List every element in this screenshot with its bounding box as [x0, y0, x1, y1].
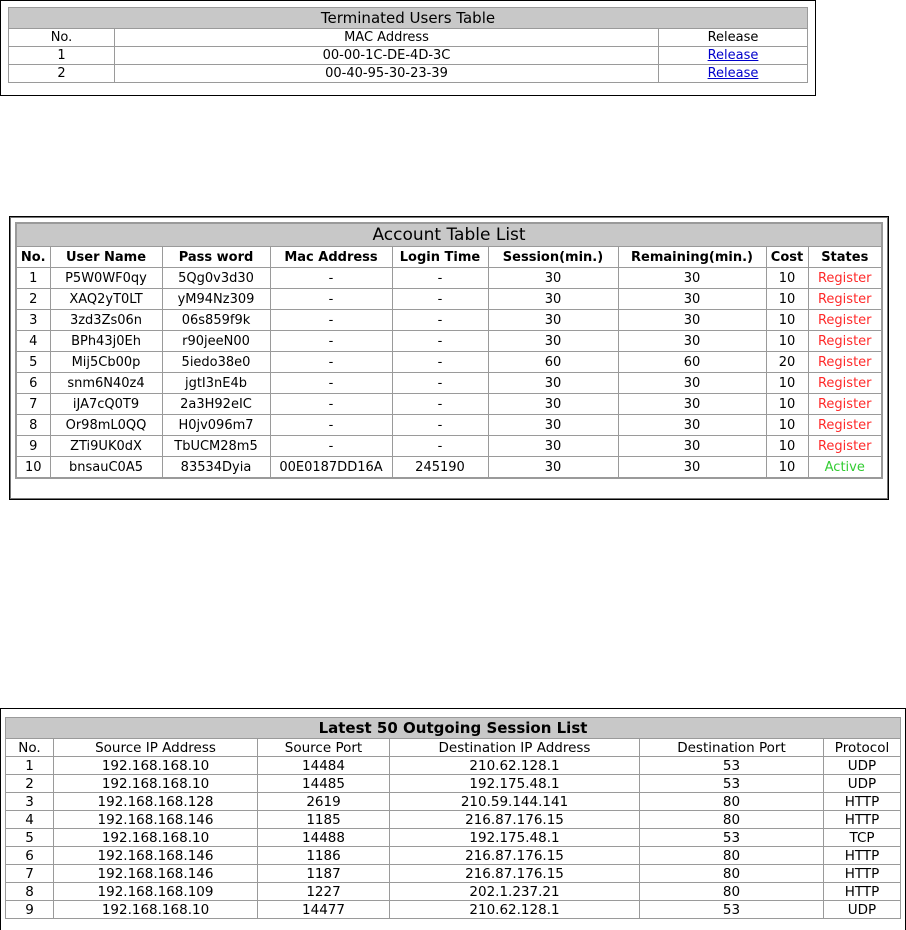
login-time: -: [392, 268, 488, 289]
user-name: Mij5Cb00p: [50, 352, 162, 373]
user-name: BPh43j0Eh: [50, 331, 162, 352]
login-time: 245190: [392, 457, 488, 479]
state-badge: Register: [808, 289, 882, 310]
destination-ip: 216.87.176.15: [390, 847, 640, 865]
destination-port: 80: [640, 811, 824, 829]
protocol: UDP: [824, 775, 901, 793]
protocol: TCP: [824, 829, 901, 847]
table-row: [16, 331, 882, 352]
state-badge: Register: [808, 331, 882, 352]
row-number: 4: [16, 331, 50, 352]
row-number: 5: [16, 352, 50, 373]
column-header: Protocol: [824, 739, 901, 757]
table-row: [16, 394, 882, 415]
cost: 20: [766, 352, 808, 373]
table-row: [9, 65, 808, 83]
destination-ip: 216.87.176.15: [390, 865, 640, 883]
state-badge: Register: [808, 436, 882, 457]
table-header-row: [6, 739, 901, 757]
user-name: bnsauC0A5: [50, 457, 162, 479]
mac-address: -: [270, 310, 392, 331]
row-number: 1: [16, 268, 50, 289]
row-number: 2: [16, 289, 50, 310]
row-number: 10: [16, 457, 50, 479]
source-port: 1227: [258, 883, 390, 901]
password: TbUCM28m5: [162, 436, 270, 457]
cost: 10: [766, 394, 808, 415]
mac-address: -: [270, 415, 392, 436]
release-link[interactable]: Release: [707, 66, 759, 81]
destination-port: 80: [640, 793, 824, 811]
mac-address: -: [270, 436, 392, 457]
state-badge: Register: [808, 415, 882, 436]
table-row: [16, 289, 882, 310]
mac-address: 00-40-95-30-23-39: [115, 65, 659, 83]
login-time: -: [392, 436, 488, 457]
session-minutes: 30: [488, 289, 618, 310]
state-badge: Register: [808, 394, 882, 415]
column-header: States: [808, 247, 882, 268]
session-minutes: 30: [488, 331, 618, 352]
login-time: -: [392, 310, 488, 331]
table-header-row: [9, 29, 808, 47]
source-ip: 192.168.168.109: [54, 883, 258, 901]
table-row: [6, 901, 901, 919]
source-ip: 192.168.168.10: [54, 757, 258, 775]
column-header: MAC Address: [115, 29, 659, 47]
table-row: [6, 829, 901, 847]
login-time: -: [392, 394, 488, 415]
terminated-users-title: Terminated Users Table: [9, 8, 808, 29]
session-minutes: 30: [488, 268, 618, 289]
table-row: [16, 310, 882, 331]
remaining-minutes: 30: [618, 289, 766, 310]
user-name: snm6N40z4: [50, 373, 162, 394]
remaining-minutes: 30: [618, 268, 766, 289]
destination-port: 53: [640, 775, 824, 793]
source-ip: 192.168.168.10: [54, 829, 258, 847]
login-time: -: [392, 373, 488, 394]
column-header: Release: [659, 29, 808, 47]
source-port: 1186: [258, 847, 390, 865]
remaining-minutes: 60: [618, 352, 766, 373]
row-number: 5: [6, 829, 54, 847]
column-header: No.: [16, 247, 50, 268]
password: 2a3H92eIC: [162, 394, 270, 415]
column-header: Login Time: [392, 247, 488, 268]
table-row: [6, 883, 901, 901]
login-time: -: [392, 289, 488, 310]
cost: 10: [766, 436, 808, 457]
terminated-users-panel: [0, 0, 816, 96]
session-minutes: 30: [488, 457, 618, 479]
account-table-panel: [9, 216, 889, 500]
remaining-minutes: 30: [618, 457, 766, 479]
table-row: [16, 415, 882, 436]
table-row: [16, 457, 882, 479]
password: r90jeeN00: [162, 331, 270, 352]
source-port: 14485: [258, 775, 390, 793]
user-name: P5W0WF0qy: [50, 268, 162, 289]
source-port: 14488: [258, 829, 390, 847]
table-row: [6, 865, 901, 883]
source-port: 14477: [258, 901, 390, 919]
user-name: 3zd3Zs06n: [50, 310, 162, 331]
session-list-panel: [0, 708, 906, 930]
table-row: [6, 811, 901, 829]
mac-address: -: [270, 373, 392, 394]
column-header: Destination Port: [640, 739, 824, 757]
remaining-minutes: 30: [618, 415, 766, 436]
destination-port: 53: [640, 829, 824, 847]
table-row: [6, 793, 901, 811]
source-port: 14484: [258, 757, 390, 775]
destination-port: 80: [640, 883, 824, 901]
login-time: -: [392, 331, 488, 352]
user-name: XAQ2yT0LT: [50, 289, 162, 310]
protocol: HTTP: [824, 883, 901, 901]
protocol: UDP: [824, 757, 901, 775]
protocol: HTTP: [824, 811, 901, 829]
mac-address: -: [270, 268, 392, 289]
cost: 10: [766, 331, 808, 352]
column-header: Destination IP Address: [390, 739, 640, 757]
row-number: 4: [6, 811, 54, 829]
row-number: 3: [16, 310, 50, 331]
destination-ip: 216.87.176.15: [390, 811, 640, 829]
state-badge: Active: [808, 457, 882, 479]
password: 5Qg0v3d30: [162, 268, 270, 289]
destination-ip: 210.59.144.141: [390, 793, 640, 811]
destination-ip: 210.62.128.1: [390, 757, 640, 775]
session-minutes: 30: [488, 436, 618, 457]
terminated-users-table: [8, 7, 808, 83]
column-header: Pass word: [162, 247, 270, 268]
row-number: 3: [6, 793, 54, 811]
column-header: No.: [9, 29, 115, 47]
protocol: HTTP: [824, 793, 901, 811]
row-number: 1: [6, 757, 54, 775]
row-number: 2: [6, 775, 54, 793]
remaining-minutes: 30: [618, 310, 766, 331]
table-header-row: [16, 247, 882, 268]
password: 83534Dyia: [162, 457, 270, 479]
column-header: Cost: [766, 247, 808, 268]
remaining-minutes: 30: [618, 436, 766, 457]
mac-address: -: [270, 394, 392, 415]
destination-ip: 192.175.48.1: [390, 775, 640, 793]
row-number: 7: [6, 865, 54, 883]
password: 5iedo38e0: [162, 352, 270, 373]
row-number: 8: [16, 415, 50, 436]
state-badge: Register: [808, 352, 882, 373]
column-header: Source IP Address: [54, 739, 258, 757]
cost: 10: [766, 289, 808, 310]
state-badge: Register: [808, 373, 882, 394]
source-ip: 192.168.168.146: [54, 811, 258, 829]
source-port: 1187: [258, 865, 390, 883]
source-ip: 192.168.168.10: [54, 901, 258, 919]
login-time: -: [392, 352, 488, 373]
session-minutes: 30: [488, 415, 618, 436]
session-minutes: 30: [488, 373, 618, 394]
cost: 10: [766, 373, 808, 394]
protocol: HTTP: [824, 865, 901, 883]
destination-port: 80: [640, 865, 824, 883]
account-table-title: Account Table List: [16, 223, 882, 247]
source-ip: 192.168.168.128: [54, 793, 258, 811]
mac-address: -: [270, 352, 392, 373]
user-name: iJA7cQ0T9: [50, 394, 162, 415]
password: yM94Nz309: [162, 289, 270, 310]
column-header: Remaining(min.): [618, 247, 766, 268]
cost: 10: [766, 415, 808, 436]
session-list-table: [5, 717, 901, 919]
table-row: [16, 268, 882, 289]
source-ip: 192.168.168.146: [54, 847, 258, 865]
destination-ip: 210.62.128.1: [390, 901, 640, 919]
destination-port: 80: [640, 847, 824, 865]
password: H0jv096m7: [162, 415, 270, 436]
mac-address: -: [270, 331, 392, 352]
table-row: [16, 352, 882, 373]
user-name: ZTi9UK0dX: [50, 436, 162, 457]
table-row: [6, 847, 901, 865]
cost: 10: [766, 268, 808, 289]
column-header: No.: [6, 739, 54, 757]
mac-address: -: [270, 289, 392, 310]
table-row: [16, 436, 882, 457]
password: jgtI3nE4b: [162, 373, 270, 394]
remaining-minutes: 30: [618, 394, 766, 415]
row-number: 7: [16, 394, 50, 415]
cost: 10: [766, 457, 808, 479]
table-row: [9, 47, 808, 65]
table-row: [6, 775, 901, 793]
login-time: -: [392, 415, 488, 436]
protocol: HTTP: [824, 847, 901, 865]
cost: 10: [766, 310, 808, 331]
remaining-minutes: 30: [618, 373, 766, 394]
table-row: [6, 757, 901, 775]
column-header: Mac Address: [270, 247, 392, 268]
destination-ip: 192.175.48.1: [390, 829, 640, 847]
user-name: Or98mL0QQ: [50, 415, 162, 436]
protocol: UDP: [824, 901, 901, 919]
account-table: [15, 222, 883, 479]
row-number: 2: [9, 65, 115, 83]
session-minutes: 30: [488, 394, 618, 415]
row-number: 9: [16, 436, 50, 457]
password: 06s859f9k: [162, 310, 270, 331]
state-badge: Register: [808, 310, 882, 331]
column-header: Source Port: [258, 739, 390, 757]
mac-address: 00E0187DD16A: [270, 457, 392, 479]
table-row: [16, 373, 882, 394]
source-port: 2619: [258, 793, 390, 811]
session-list-title: Latest 50 Outgoing Session List: [6, 718, 901, 739]
session-minutes: 60: [488, 352, 618, 373]
column-header: Session(min.): [488, 247, 618, 268]
destination-port: 53: [640, 901, 824, 919]
row-number: 9: [6, 901, 54, 919]
destination-ip: 202.1.237.21: [390, 883, 640, 901]
row-number: 6: [16, 373, 50, 394]
source-ip: 192.168.168.10: [54, 775, 258, 793]
source-ip: 192.168.168.146: [54, 865, 258, 883]
row-number: 8: [6, 883, 54, 901]
destination-port: 53: [640, 757, 824, 775]
row-number: 1: [9, 47, 115, 65]
source-port: 1185: [258, 811, 390, 829]
release-link[interactable]: Release: [707, 48, 759, 63]
mac-address: 00-00-1C-DE-4D-3C: [115, 47, 659, 65]
state-badge: Register: [808, 268, 882, 289]
row-number: 6: [6, 847, 54, 865]
column-header: User Name: [50, 247, 162, 268]
remaining-minutes: 30: [618, 331, 766, 352]
session-minutes: 30: [488, 310, 618, 331]
